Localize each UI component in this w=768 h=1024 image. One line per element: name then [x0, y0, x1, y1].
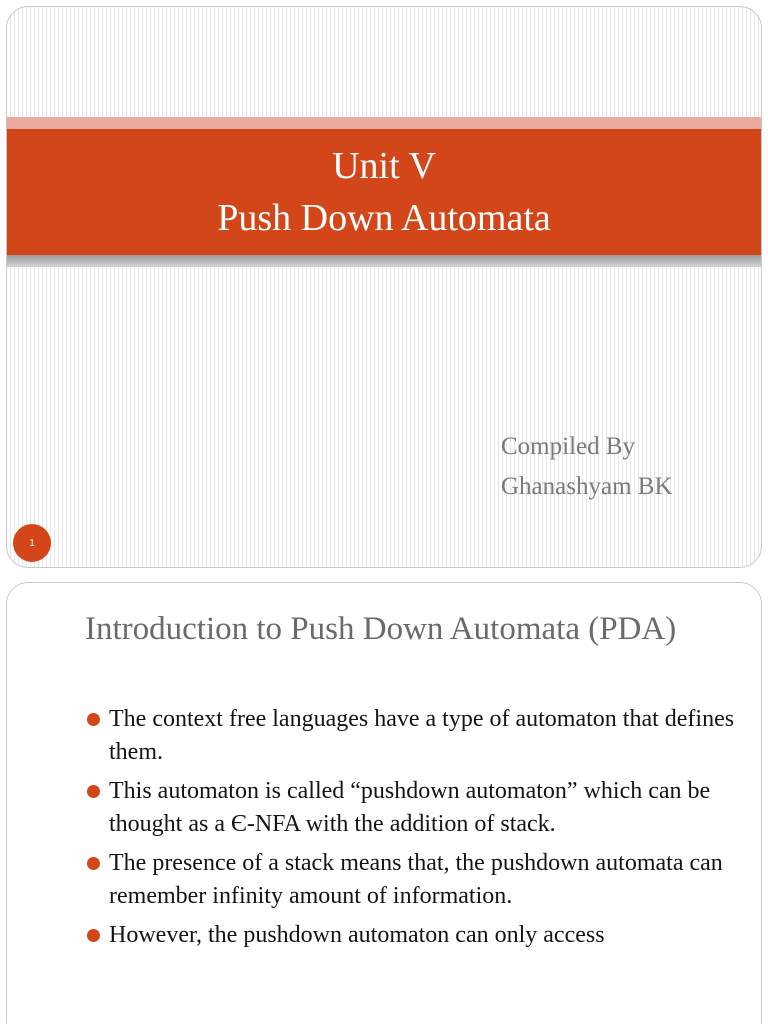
bullet-text: This automaton is called “pushdown automaton” which can be thought as a Є-NFA with the addition of stack. [109, 778, 711, 837]
bullet-dot-icon [87, 929, 100, 942]
title-band [7, 129, 761, 255]
bullet-item [85, 919, 745, 952]
bullet-item [85, 775, 745, 841]
title-slide [6, 6, 762, 568]
bullet-item [85, 703, 745, 769]
slide-title-unit: Unit V [332, 145, 436, 187]
author-block [501, 427, 673, 507]
title-band-shadow [7, 255, 761, 267]
intro-slide [6, 582, 762, 1024]
bullet-text: However, the pushdown automaton can only access [109, 922, 605, 948]
bullet-dot-icon [87, 713, 100, 726]
slide-heading: Introduction to Push Down Automata (PDA) [85, 611, 677, 647]
bullet-list [85, 703, 745, 958]
bullet-item [85, 847, 745, 913]
bullet-text: The presence of a stack means that, the pushdown automata can remember infinity amount of information. [109, 850, 723, 909]
slide-title-topic: Push Down Automata [217, 197, 551, 239]
slide-number-badge: 1 [13, 524, 51, 562]
bullet-dot-icon [87, 857, 100, 870]
bullet-text: The context free languages have a type of automaton that defines them. [109, 706, 735, 765]
compiled-by-label: Compiled By [501, 433, 636, 460]
author-name: Ghanashyam BK [501, 473, 673, 500]
title-band-highlight [7, 117, 761, 129]
bullet-dot-icon [87, 785, 100, 798]
